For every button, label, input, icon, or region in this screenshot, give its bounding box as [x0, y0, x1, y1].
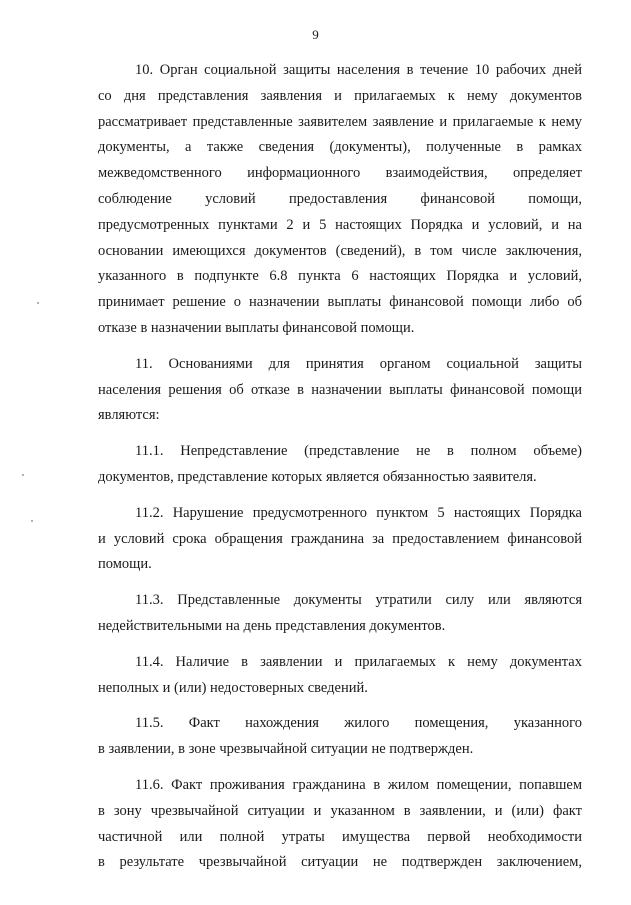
scan-speck — [37, 302, 39, 304]
text-line: документов, представление которых является обязанностью заявителя. — [98, 468, 537, 485]
text-line: 10. Орган социальной защиты населения в течение 10 рабочих дней — [135, 62, 582, 78]
paragraph-11-1 — [98, 439, 582, 491]
paragraph-11-5 — [98, 711, 582, 763]
text-line: 11.4. Наличие в заявлении и прилагаемых к нему документах — [135, 653, 582, 670]
text-line: отказе в назначении выплаты финансовой помощи. — [98, 319, 415, 336]
paragraph-11-2 — [98, 501, 582, 578]
text-line: в заявлении, в зоне чрезвычайной ситуации не подтвержден. — [98, 741, 474, 758]
text-line: помощи. — [98, 556, 152, 573]
paragraph-11-3 — [98, 588, 582, 640]
page-number: 9 — [312, 27, 319, 42]
text-line: и условий срока обращения гражданина за предоставлением финансовой — [98, 530, 582, 547]
text-line: неполных и (или) недостоверных сведений. — [98, 679, 368, 696]
text-line: указанного в подпункте 6.8 пункта 6 настоящих Порядка и условий, — [98, 268, 582, 285]
text-line: со дня представления заявления и прилагаемых к нему документов — [98, 87, 582, 104]
paragraph-11-6 — [98, 773, 582, 876]
text-line: в зону чрезвычайной ситуации и указанном в заявлении, и (или) факт — [98, 802, 582, 819]
text-line: населения решения об отказе в назначении выплаты финансовой помощи — [98, 381, 582, 398]
text-line: в результате чрезвычайной ситуации не подтвержден заключением, — [98, 854, 582, 871]
text-line: недействительными на день представления документов. — [98, 617, 446, 634]
text-line: 11.3. Представленные документы утратили силу или являются — [135, 592, 582, 609]
text-line: 11.5. Факт нахождения жилого помещения, указанного — [135, 715, 582, 732]
text-line: 11. Основаниями для принятия органом социальной защиты — [135, 355, 582, 372]
paragraph-11 — [98, 352, 582, 429]
document-body — [98, 58, 582, 885]
text-line: соблюдение условий предоставления финансовой помощи, — [98, 190, 582, 207]
text-line: рассматривает представленные заявителем заявление и прилагаемые к нему — [98, 113, 582, 130]
text-line: частичной или полной утраты имущества первой необходимости — [98, 828, 582, 845]
text-line: 11.1. Непредставление (представление не в полном объеме) — [135, 443, 582, 460]
text-line: 11.6. Факт проживания гражданина в жилом помещении, попавшем — [135, 776, 582, 793]
scan-speck — [22, 474, 24, 476]
text-line: документы, а также сведения (документы), полученные в рамках — [98, 139, 582, 156]
paragraph-10 — [98, 58, 582, 342]
paragraph-11-4 — [98, 650, 582, 702]
text-line: 11.2. Нарушение предусмотренного пунктом 5 настоящих Порядка — [135, 504, 582, 521]
text-line: межведомственного информационного взаимодействия, определяет — [98, 165, 582, 182]
text-line: являются: — [98, 407, 160, 424]
scan-speck — [31, 520, 33, 522]
text-line: предусмотренных пунктами 2 и 5 настоящих Порядка и условий, и на — [98, 216, 582, 233]
text-line: основании имеющихся документов (сведений), в том числе заключения, — [98, 242, 582, 259]
text-line: принимает решение о назначении выплаты финансовой помощи либо об — [98, 294, 582, 311]
